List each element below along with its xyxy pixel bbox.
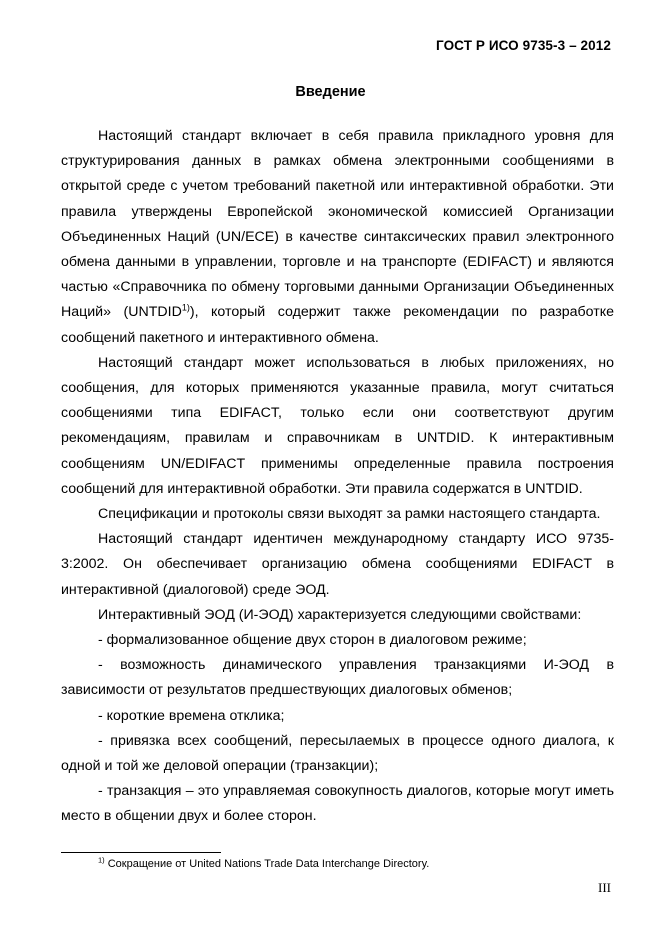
paragraph-identity: Настоящий стандарт идентичен международному стандарту ИСО 9735-3:2002. Он обеспечивает организацию обмена сообщениями EDIFACT в интерактивной (диалоговой) среде ЭОД. <box>61 531 614 598</box>
paragraph-scope-text-a: Настоящий стандарт включает в себя правила прикладного уровня для структурирования данных в рамках обмена электронными сообщениями в открытой среде с учетом требований пакетной или интерактивной обработки. Эти правила утверждены Европейской экономической комиссией Организации Объединенных Наций (UN/ECE) в качестве синтаксических правил электронного обмена данными в управлении, торговле и на транспорте (EDIFACT) и являются частью «Справочника по обмену торговыми данными Организации Объединенных Наций» (UNTDID <box>61 128 614 321</box>
list-item: - короткие времена отклика; <box>98 707 285 724</box>
footnote-mark: 1) <box>98 855 105 865</box>
paragraph-applicability: Настоящий стандарт может использоваться в любых приложениях, но сообщения, для которых применяются указанные правила, могут считаться сообщениями типа EDIFACT, только если они соответствуют другим рекомендациям, правилам и справочникам в UNTDID. К интерактивным сообщениям UN/EDIFACT применимы определенные правила построения сообщений для интерактивной обработки. Эти правила содержатся в UNTDID. <box>61 354 614 497</box>
paragraph-properties-intro: Интерактивный ЭОД (И-ЭОД) характеризуется следующими свойствами: <box>98 606 582 623</box>
standard-code-header: ГОСТ Р ИСО 9735-3 – 2012 <box>436 38 611 53</box>
section-body <box>61 124 614 830</box>
list-item: - транзакция – это управляемая совокупность диалогов, которые могут иметь место в общении двух и более сторон. <box>61 783 614 825</box>
section-title: Введение <box>295 84 366 100</box>
page-number: III <box>598 880 611 895</box>
list-item: - привязка всех сообщений, пересылаемых в процессе одного диалога, к одной и той же деловой операции (транзакции); <box>61 732 614 775</box>
paragraph-scope-text-b: ), который содержит также рекомендации по разработке сообщений пакетного и интерактивного обмена. <box>61 304 615 346</box>
paragraph-communication: Спецификации и протоколы связи выходят за рамки настоящего стандарта. <box>98 506 601 523</box>
footnote-reference: 1) <box>181 302 190 313</box>
list-item: - формализованное общение двух сторон в диалоговом режиме; <box>98 632 527 649</box>
footnote <box>98 855 430 870</box>
list-item: - возможность динамического управления транзакциями И-ЭОД в зависимости от результатов предшествующих диалоговых обменов; <box>61 657 614 699</box>
footnote-divider <box>61 852 221 853</box>
footnote-text: Сокращение от United Nations Trade Data Interchange Directory. <box>104 858 430 870</box>
paragraph-scope <box>61 124 614 351</box>
